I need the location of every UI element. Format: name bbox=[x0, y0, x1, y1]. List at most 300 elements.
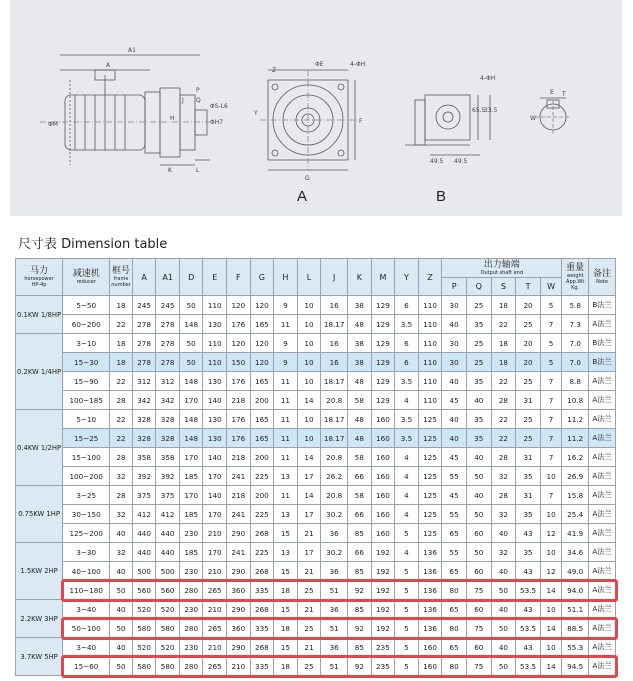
table-cell: 14 bbox=[540, 581, 561, 600]
table-cell: 210 bbox=[203, 638, 227, 657]
table-cell: 12 bbox=[540, 524, 561, 543]
table-row bbox=[16, 638, 616, 657]
table-cell: 5~10 bbox=[63, 410, 110, 429]
table-cell: 58 bbox=[348, 448, 372, 467]
table-cell: 21 bbox=[297, 562, 321, 581]
table-cell: 26.9 bbox=[562, 467, 589, 486]
table-cell: 28 bbox=[491, 448, 516, 467]
table-cell: 18 bbox=[491, 334, 516, 353]
table-cell: 3~25 bbox=[63, 486, 110, 505]
table-cell: 200 bbox=[250, 486, 274, 505]
table-cell: 50 bbox=[466, 467, 491, 486]
table-cell: 148 bbox=[179, 429, 203, 448]
table-cell: 520 bbox=[156, 638, 180, 657]
table-cell: 140 bbox=[203, 448, 227, 467]
table-cell: 48 bbox=[348, 372, 372, 391]
table-cell: 32 bbox=[110, 505, 133, 524]
header-note: 备注 Note bbox=[589, 259, 616, 296]
view-label-a: A bbox=[297, 188, 308, 205]
table-cell: 21 bbox=[297, 524, 321, 543]
table-cell: 160 bbox=[371, 505, 395, 524]
dim-label-p: P bbox=[196, 87, 200, 94]
table-cell: 5~50 bbox=[63, 296, 110, 315]
table-cell: 80 bbox=[442, 657, 467, 676]
table-cell: 15~60 bbox=[63, 657, 110, 676]
table-cell: 245 bbox=[156, 296, 180, 315]
header-col-a1: A1 bbox=[156, 259, 180, 296]
header-col-k: K bbox=[348, 259, 372, 296]
table-cell: 192 bbox=[371, 600, 395, 619]
table-cell: 412 bbox=[132, 505, 156, 524]
table-cell: 10 bbox=[540, 638, 561, 657]
table-cell: 278 bbox=[132, 353, 156, 372]
dim-label-g: G bbox=[305, 175, 310, 182]
table-cell: 94.5 bbox=[562, 657, 589, 676]
table-cell: 185 bbox=[179, 505, 203, 524]
table-cell: A法兰 bbox=[589, 619, 616, 638]
table-cell: 6 bbox=[395, 334, 419, 353]
table-cell: 43 bbox=[516, 524, 541, 543]
table-row bbox=[16, 296, 616, 315]
table-cell: 15~100 bbox=[63, 448, 110, 467]
header-col-e: E bbox=[203, 259, 227, 296]
table-cell: 18.17 bbox=[321, 315, 348, 334]
table-cell: 4 bbox=[395, 391, 419, 410]
table-cell: 55 bbox=[442, 467, 467, 486]
table-cell: 12 bbox=[540, 562, 561, 581]
motor-drawing bbox=[10, 0, 622, 216]
table-cell: 225 bbox=[250, 467, 274, 486]
table-cell: 92 bbox=[348, 657, 372, 676]
header-weight: 重量 weight App.Wt Kg. bbox=[562, 259, 589, 296]
dimension-table bbox=[15, 258, 616, 676]
table-cell: 50 bbox=[491, 581, 516, 600]
table-cell: 16 bbox=[321, 334, 348, 353]
table-cell: 125 bbox=[418, 467, 442, 486]
dim-label-a1: A1 bbox=[128, 47, 136, 54]
table-cell: 28 bbox=[110, 486, 133, 505]
table-cell: 165 bbox=[250, 429, 274, 448]
table-cell: 165 bbox=[250, 372, 274, 391]
table-cell: 36 bbox=[321, 524, 348, 543]
table-cell: 20.8 bbox=[321, 391, 348, 410]
front-view-b bbox=[405, 95, 490, 155]
table-cell: 40 bbox=[491, 638, 516, 657]
table-cell: 125 bbox=[418, 410, 442, 429]
table-cell: 18 bbox=[110, 353, 133, 372]
table-cell: 280 bbox=[179, 657, 203, 676]
table-cell: 25 bbox=[516, 410, 541, 429]
table-cell: 11 bbox=[274, 372, 298, 391]
table-cell: A法兰 bbox=[589, 467, 616, 486]
table-cell: 51 bbox=[321, 619, 348, 638]
table-cell: 440 bbox=[132, 543, 156, 562]
table-cell: 92 bbox=[348, 619, 372, 638]
table-cell: 230 bbox=[179, 524, 203, 543]
table-cell: 120 bbox=[227, 334, 251, 353]
header-col-d: D bbox=[179, 259, 203, 296]
table-cell: 120 bbox=[250, 296, 274, 315]
table-cell: 34.6 bbox=[562, 543, 589, 562]
horsepower-cell: 0.75KW 1HP bbox=[16, 486, 63, 543]
table-cell: 520 bbox=[156, 600, 180, 619]
dim-label-49-5-b: 49.5 bbox=[454, 158, 468, 165]
table-cell: 53.5 bbox=[516, 619, 541, 638]
table-cell: 192 bbox=[371, 581, 395, 600]
table-cell: 268 bbox=[250, 638, 274, 657]
table-cell: 192 bbox=[371, 619, 395, 638]
table-cell: 20 bbox=[516, 334, 541, 353]
dim-label-phi-m: ΦM bbox=[48, 121, 58, 128]
table-cell: 7.3 bbox=[562, 315, 589, 334]
table-cell: 40 bbox=[110, 600, 133, 619]
table-cell: 110 bbox=[418, 353, 442, 372]
horsepower-cell: 0.4KW 1/2HP bbox=[16, 410, 63, 486]
table-cell: 110~180 bbox=[63, 581, 110, 600]
table-cell: 22 bbox=[491, 372, 516, 391]
table-cell: 7 bbox=[540, 372, 561, 391]
table-cell: 150 bbox=[227, 353, 251, 372]
table-cell: 520 bbox=[132, 638, 156, 657]
table-cell: 20 bbox=[516, 296, 541, 315]
table-cell: 440 bbox=[156, 543, 180, 562]
table-row bbox=[16, 429, 616, 448]
table-cell: 18.17 bbox=[321, 429, 348, 448]
table-cell: 25 bbox=[516, 429, 541, 448]
dim-label-f: F bbox=[359, 118, 363, 125]
table-cell: 22 bbox=[110, 410, 133, 429]
table-cell: 38 bbox=[348, 353, 372, 372]
table-cell: 75 bbox=[466, 581, 491, 600]
table-cell: 358 bbox=[156, 448, 180, 467]
table-cell: 3.5 bbox=[395, 429, 419, 448]
table-cell: 50 bbox=[179, 296, 203, 315]
header-col-z: Z bbox=[418, 259, 442, 296]
table-cell: 65 bbox=[442, 600, 467, 619]
table-cell: 360 bbox=[227, 581, 251, 600]
table-cell: 392 bbox=[132, 467, 156, 486]
table-cell: 100~200 bbox=[63, 467, 110, 486]
table-cell: 170 bbox=[203, 467, 227, 486]
table-cell: 170 bbox=[179, 391, 203, 410]
table-cell: B法兰 bbox=[589, 296, 616, 315]
table-cell: 60 bbox=[466, 524, 491, 543]
table-cell: 40 bbox=[466, 448, 491, 467]
table-cell: 60 bbox=[466, 562, 491, 581]
table-cell: 35 bbox=[516, 467, 541, 486]
table-cell: 66 bbox=[348, 467, 372, 486]
dim-label-33-5: 33.5 bbox=[484, 107, 498, 114]
table-cell: 6 bbox=[395, 353, 419, 372]
table-cell: 4 bbox=[395, 448, 419, 467]
table-cell: 18 bbox=[274, 581, 298, 600]
table-cell: 11 bbox=[274, 448, 298, 467]
dim-label-t: T bbox=[562, 91, 566, 98]
table-cell: 11 bbox=[274, 486, 298, 505]
table-cell: 45 bbox=[442, 391, 467, 410]
horsepower-cell: 3.7KW 5HP bbox=[16, 638, 63, 676]
table-cell: 265 bbox=[203, 619, 227, 638]
table-cell: 9 bbox=[274, 353, 298, 372]
table-cell: 85 bbox=[348, 562, 372, 581]
table-row bbox=[16, 334, 616, 353]
table-cell: 10 bbox=[297, 372, 321, 391]
header-output-shaft: 出力轴端 Output shaft end bbox=[442, 259, 562, 278]
table-cell: 280 bbox=[179, 619, 203, 638]
table-cell: 8.8 bbox=[562, 372, 589, 391]
table-cell: 160 bbox=[371, 410, 395, 429]
table-cell: 290 bbox=[227, 524, 251, 543]
table-cell: 60 bbox=[466, 600, 491, 619]
table-cell: 9 bbox=[274, 334, 298, 353]
table-cell: 3~40 bbox=[63, 638, 110, 657]
table-cell: 4 bbox=[395, 467, 419, 486]
table-cell: 6 bbox=[395, 296, 419, 315]
table-cell: 10 bbox=[297, 353, 321, 372]
dim-label-q: Q bbox=[196, 97, 201, 104]
table-cell: 4 bbox=[395, 505, 419, 524]
table-cell: 10.8 bbox=[562, 391, 589, 410]
table-cell: 7 bbox=[540, 391, 561, 410]
table-cell: 32 bbox=[491, 467, 516, 486]
table-cell: 22 bbox=[491, 410, 516, 429]
table-cell: 65 bbox=[442, 524, 467, 543]
table-cell: 5 bbox=[395, 638, 419, 657]
table-cell: 10 bbox=[540, 505, 561, 524]
table-cell: 15 bbox=[274, 600, 298, 619]
table-cell: 218 bbox=[227, 391, 251, 410]
table-cell: 192 bbox=[371, 543, 395, 562]
table-cell: 48 bbox=[348, 429, 372, 448]
table-cell: 140 bbox=[203, 486, 227, 505]
table-cell: 129 bbox=[371, 334, 395, 353]
dim-label-phi-h7: ΦH7 bbox=[210, 119, 224, 126]
table-cell: 32 bbox=[491, 505, 516, 524]
table-cell: 50 bbox=[110, 657, 133, 676]
table-cell: 560 bbox=[132, 581, 156, 600]
header-col-g: G bbox=[250, 259, 274, 296]
header-frame: 框号 frame number bbox=[110, 259, 133, 296]
table-cell: 30.2 bbox=[321, 505, 348, 524]
table-cell: 4 bbox=[395, 486, 419, 505]
table-cell: 14 bbox=[540, 619, 561, 638]
table-cell: 21 bbox=[297, 600, 321, 619]
table-cell: 125 bbox=[418, 448, 442, 467]
table-cell: 11 bbox=[274, 391, 298, 410]
dim-label-four-phi-h: 4-ΦH bbox=[350, 61, 366, 68]
table-cell: 11 bbox=[274, 410, 298, 429]
table-cell: 75 bbox=[466, 619, 491, 638]
table-cell: 20 bbox=[516, 353, 541, 372]
table-cell: 580 bbox=[132, 619, 156, 638]
table-cell: 5 bbox=[540, 296, 561, 315]
table-cell: 21 bbox=[297, 638, 321, 657]
header-col-m: M bbox=[371, 259, 395, 296]
header-col-p: P bbox=[442, 278, 467, 296]
table-cell: 38 bbox=[348, 334, 372, 353]
table-cell: 185 bbox=[179, 467, 203, 486]
table-cell: 200 bbox=[250, 391, 274, 410]
dim-label-l: L bbox=[196, 167, 200, 174]
table-cell: 48 bbox=[348, 410, 372, 429]
table-cell: 40 bbox=[491, 524, 516, 543]
table-cell: 35 bbox=[466, 410, 491, 429]
table-row bbox=[16, 562, 616, 581]
table-cell: 85 bbox=[348, 638, 372, 657]
table-cell: 160 bbox=[371, 429, 395, 448]
table-cell: 290 bbox=[227, 638, 251, 657]
row-highlight-box bbox=[61, 617, 618, 640]
table-cell: 328 bbox=[156, 410, 180, 429]
table-cell: 43 bbox=[516, 562, 541, 581]
table-cell: 40 bbox=[491, 562, 516, 581]
table-cell: 140 bbox=[203, 391, 227, 410]
row-highlight-box bbox=[61, 655, 618, 678]
table-cell: 22 bbox=[491, 315, 516, 334]
table-cell: 15.8 bbox=[562, 486, 589, 505]
table-cell: 31 bbox=[516, 486, 541, 505]
header-col-f: F bbox=[227, 259, 251, 296]
table-cell: 375 bbox=[156, 486, 180, 505]
dim-label-e: E bbox=[550, 89, 554, 96]
table-row bbox=[16, 505, 616, 524]
table-cell: 66 bbox=[348, 543, 372, 562]
table-cell: 136 bbox=[418, 600, 442, 619]
table-cell: 110 bbox=[203, 296, 227, 315]
table-cell: 5 bbox=[395, 562, 419, 581]
table-cell: 35 bbox=[516, 543, 541, 562]
table-cell: 25.4 bbox=[562, 505, 589, 524]
table-cell: 10 bbox=[540, 467, 561, 486]
table-cell: 38 bbox=[348, 296, 372, 315]
front-view-a bbox=[260, 70, 358, 170]
table-cell: 85 bbox=[348, 600, 372, 619]
table-cell: 129 bbox=[371, 315, 395, 334]
table-cell: 65 bbox=[442, 562, 467, 581]
table-cell: 58 bbox=[348, 391, 372, 410]
table-cell: 14 bbox=[297, 486, 321, 505]
table-cell: 80 bbox=[442, 581, 467, 600]
table-cell: 28 bbox=[110, 391, 133, 410]
table-cell: 136 bbox=[418, 619, 442, 638]
table-row bbox=[16, 448, 616, 467]
table-cell: 45 bbox=[442, 486, 467, 505]
table-cell: 120 bbox=[250, 353, 274, 372]
table-cell: 7 bbox=[540, 486, 561, 505]
table-cell: 17 bbox=[297, 543, 321, 562]
table-cell: 18 bbox=[491, 353, 516, 372]
table-cell: 241 bbox=[227, 505, 251, 524]
header-col-s: S bbox=[491, 278, 516, 296]
table-cell: 335 bbox=[250, 657, 274, 676]
horsepower-cell: 0.1KW 1/8HP bbox=[16, 296, 63, 334]
table-cell: 40 bbox=[442, 315, 467, 334]
table-cell: 30~150 bbox=[63, 505, 110, 524]
table-cell: 268 bbox=[250, 600, 274, 619]
table-cell: 136 bbox=[418, 562, 442, 581]
table-cell: 40 bbox=[442, 429, 467, 448]
dim-label-h: H bbox=[170, 115, 175, 122]
table-cell: 55.3 bbox=[562, 638, 589, 657]
header-col-a: A bbox=[132, 259, 156, 296]
table-cell: 500 bbox=[156, 562, 180, 581]
table-cell: 36 bbox=[321, 638, 348, 657]
table-cell: 40 bbox=[442, 372, 467, 391]
table-cell: A法兰 bbox=[589, 543, 616, 562]
dim-label-k: K bbox=[168, 167, 172, 174]
table-cell: 40 bbox=[466, 486, 491, 505]
dim-label-y: Y bbox=[254, 110, 258, 117]
table-cell: 50 bbox=[179, 334, 203, 353]
table-cell: 200 bbox=[250, 448, 274, 467]
table-cell: 210 bbox=[203, 600, 227, 619]
table-cell: 18 bbox=[274, 619, 298, 638]
table-cell: A法兰 bbox=[589, 581, 616, 600]
table-cell: 110 bbox=[418, 315, 442, 334]
dim-label-65-5: 65.5 bbox=[472, 107, 486, 114]
table-cell: 412 bbox=[156, 505, 180, 524]
table-cell: 14 bbox=[297, 448, 321, 467]
table-cell: 53.5 bbox=[516, 581, 541, 600]
table-cell: 18.17 bbox=[321, 372, 348, 391]
row-highlight-box bbox=[61, 579, 618, 602]
table-cell: 25 bbox=[466, 296, 491, 315]
table-cell: 40 bbox=[110, 638, 133, 657]
table-cell: 28 bbox=[491, 486, 516, 505]
table-cell: 312 bbox=[132, 372, 156, 391]
table-cell: 218 bbox=[227, 448, 251, 467]
table-cell: 50 bbox=[466, 543, 491, 562]
table-cell: 335 bbox=[250, 581, 274, 600]
table-cell: 4 bbox=[395, 543, 419, 562]
table-cell: 110 bbox=[418, 334, 442, 353]
table-cell: 230 bbox=[179, 600, 203, 619]
table-cell: 500 bbox=[132, 562, 156, 581]
table-cell: 176 bbox=[227, 372, 251, 391]
table-cell: 55 bbox=[442, 505, 467, 524]
table-cell: A法兰 bbox=[589, 372, 616, 391]
table-cell: A法兰 bbox=[589, 657, 616, 676]
table-cell: 290 bbox=[227, 562, 251, 581]
table-cell: 125 bbox=[418, 524, 442, 543]
table-cell: A法兰 bbox=[589, 505, 616, 524]
table-cell: 278 bbox=[156, 315, 180, 334]
table-cell: 160 bbox=[371, 486, 395, 505]
table-cell: 328 bbox=[156, 429, 180, 448]
table-cell: 580 bbox=[156, 657, 180, 676]
table-cell: 41.9 bbox=[562, 524, 589, 543]
header-col-y: Y bbox=[395, 259, 419, 296]
table-cell: 5.8 bbox=[562, 296, 589, 315]
table-cell: 18 bbox=[274, 657, 298, 676]
table-row bbox=[16, 372, 616, 391]
dim-label-a: A bbox=[106, 62, 111, 69]
table-cell: 30 bbox=[442, 334, 467, 353]
table-cell: 15~30 bbox=[63, 353, 110, 372]
table-cell: 30.2 bbox=[321, 543, 348, 562]
dim-label-z: Z bbox=[272, 67, 277, 74]
table-cell: 312 bbox=[156, 372, 180, 391]
table-cell: 5 bbox=[395, 657, 419, 676]
table-cell: 35 bbox=[516, 505, 541, 524]
table-cell: 15~25 bbox=[63, 429, 110, 448]
table-cell: 28 bbox=[491, 391, 516, 410]
table-cell: 14 bbox=[540, 657, 561, 676]
table-cell: 192 bbox=[371, 562, 395, 581]
table-cell: 7.0 bbox=[562, 353, 589, 372]
table-cell: A法兰 bbox=[589, 391, 616, 410]
table-cell: 165 bbox=[250, 315, 274, 334]
